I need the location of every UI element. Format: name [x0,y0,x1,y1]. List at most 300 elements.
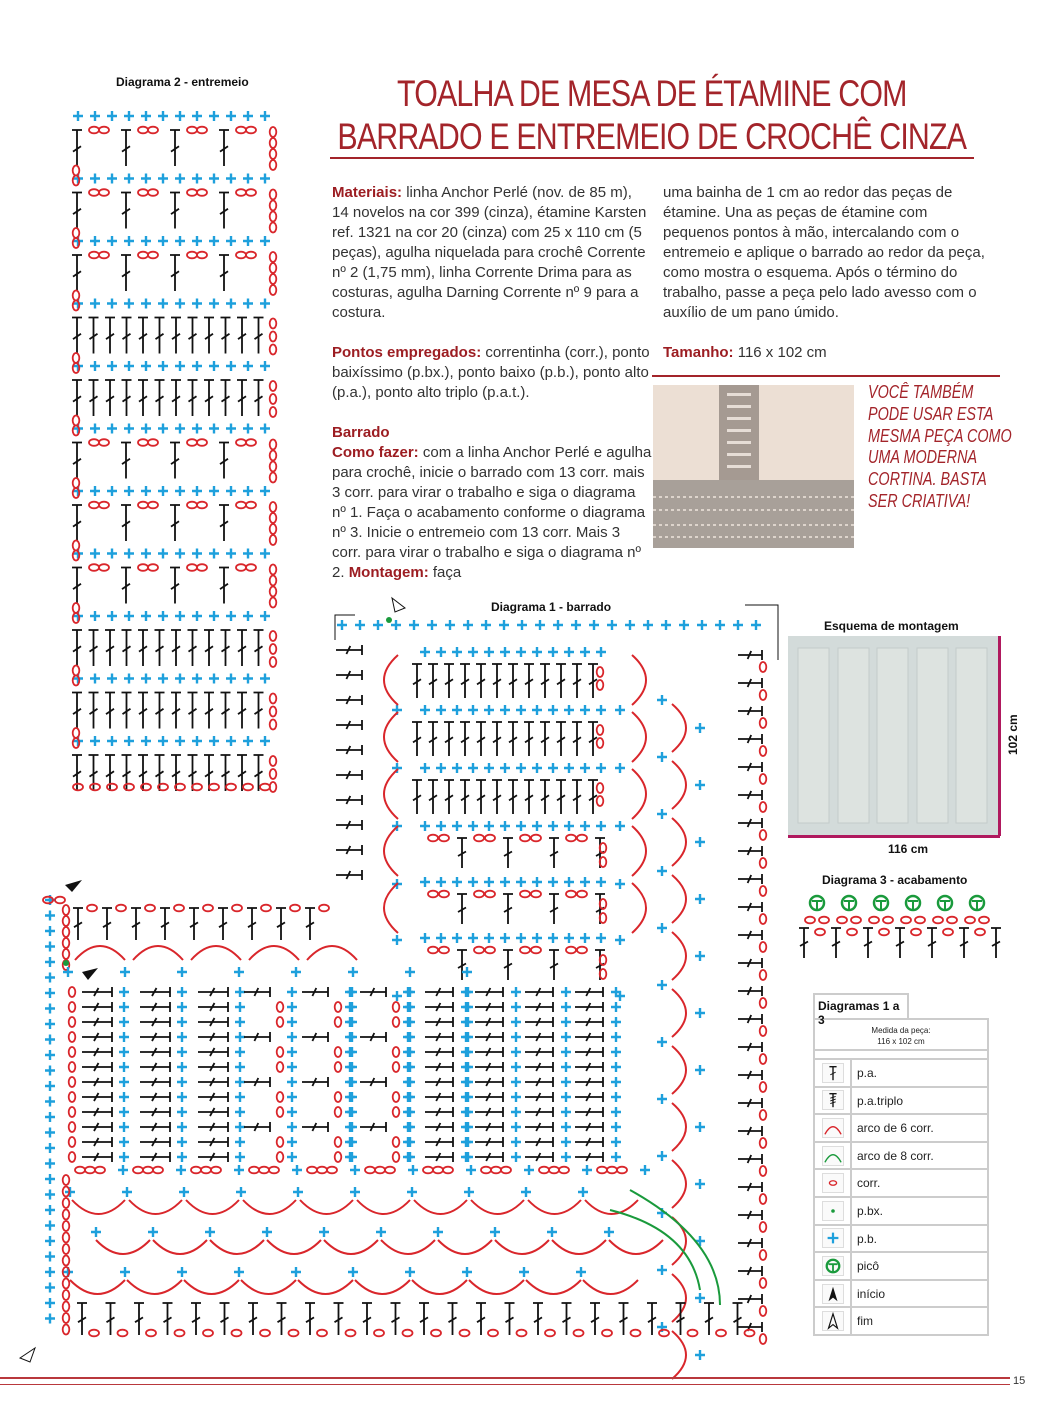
slip-stitch-mark [63,960,69,966]
chain-mark [277,1047,284,1057]
single-crochet-mark [580,705,590,715]
single-crochet-mark [519,1267,529,1277]
double-crochet-mark [302,1077,328,1087]
double-crochet-mark [191,1303,201,1335]
double-crochet-mark [198,1122,228,1132]
single-crochet-mark [141,361,151,371]
double-crochet-mark [140,1017,170,1027]
double-crochet-mark [588,780,598,814]
double-crochet-mark [198,1137,228,1147]
double-crochet-mark [138,630,148,666]
chain-mark [270,769,277,779]
single-crochet-mark [615,879,625,889]
chain-mark [138,439,148,446]
single-crochet-mark [345,1017,355,1027]
single-crochet-mark [107,736,117,746]
single-crochet-mark [611,1107,621,1117]
chain-mark [760,1166,767,1176]
chain-mark [760,1026,767,1036]
chain-mark [175,784,185,791]
single-crochet-mark [90,174,100,184]
chain-mark [73,301,80,311]
single-crochet-mark [287,1152,297,1162]
double-crochet-mark [134,1303,144,1335]
chain-mark [73,363,80,373]
chain-mark [270,149,277,159]
single-crochet-mark [511,1137,521,1147]
single-crochet-mark [532,705,542,715]
single-crochet-mark [405,987,415,997]
single-crochet-mark [511,1062,521,1072]
chain-mark [63,1256,70,1266]
legend-icon-cell [815,1281,852,1307]
single-crochet-mark [243,236,253,246]
double-crochet-mark [738,1238,762,1248]
double-crochet-mark [475,1107,503,1117]
single-crochet-mark [345,1107,355,1117]
double-crochet-mark [738,1294,762,1304]
single-crochet-mark [141,424,151,434]
chain-mark [243,784,253,791]
double-crochet-mark [131,908,141,940]
single-crochet-mark [405,1017,415,1027]
title-line-2: BARRADO E ENTREMEIO DE CROCHÊ CINZA [337,116,967,157]
single-crochet-mark [695,723,705,733]
single-crochet-mark [347,1107,357,1117]
single-crochet-mark [175,736,185,746]
single-crochet-mark [45,926,55,936]
chain-mark [760,914,767,924]
double-crochet-mark [72,255,82,291]
single-crochet-mark [484,763,494,773]
chain-mark [270,657,277,667]
double-crochet-mark [72,693,82,729]
double-crochet-mark [738,846,762,856]
chain-arc-mark [357,1200,410,1214]
chain-mark [148,564,158,571]
chain-mark [335,1107,342,1117]
single-crochet-mark [751,620,761,630]
single-crochet-mark [715,620,725,630]
chain-mark [138,502,148,509]
single-crochet-mark [511,1047,521,1057]
double-crochet-mark [525,1017,553,1027]
single-crochet-mark [141,549,151,559]
single-crochet-mark [580,933,590,943]
chain-arc-mark [672,1160,686,1208]
double-crochet-mark [738,1014,762,1024]
single-crochet-mark [234,1267,244,1277]
double-crochet-mark [524,722,534,756]
chain-mark [249,1167,259,1174]
single-crochet-mark [124,674,134,684]
single-crochet-mark [345,1032,355,1042]
single-crochet-mark [192,736,202,746]
double-crochet-mark [305,1303,315,1335]
single-crochet-mark [73,674,83,684]
single-crochet-mark [158,549,168,559]
single-crochet-mark [463,1077,473,1087]
double-crochet-mark [336,820,362,830]
double-crochet-mark [140,1107,170,1117]
single-crochet-mark [350,1165,360,1175]
double-crochet-mark [444,780,454,814]
chain-mark [760,690,767,700]
double-crochet-mark [170,193,180,229]
single-crochet-mark [615,991,625,1001]
single-crochet-mark [226,736,236,746]
single-crochet-mark [373,620,383,630]
double-crochet-mark [412,780,422,814]
chain-mark [187,189,197,196]
single-crochet-mark [209,674,219,684]
single-crochet-mark [45,1252,55,1262]
legend-icon-cell [815,1170,852,1196]
chain-mark [270,524,277,534]
chain-mark [290,905,300,912]
single-crochet-mark [347,1047,357,1057]
chain-mark [69,1047,76,1057]
assembly-scheme [788,636,998,836]
double-crochet-mark [140,1092,170,1102]
chain-mark [246,127,256,134]
single-crochet-mark [124,611,134,621]
single-crochet-mark [461,1152,471,1162]
double-crochet-mark [138,380,148,416]
single-crochet-mark [403,987,413,997]
chain-mark [89,564,99,571]
single-crochet-mark [177,1017,187,1027]
legend-icon-cell [815,1308,852,1334]
single-crochet-mark [177,1077,187,1087]
chain-arc-mark [307,946,357,960]
chain-mark [979,917,989,924]
single-crochet-mark [484,705,494,715]
chain-mark [63,1198,70,1208]
double-crochet-mark [82,1077,112,1087]
chain-mark [246,502,256,509]
chain-mark [95,1167,105,1174]
single-crochet-mark [177,1032,187,1042]
legend-label: início [857,1286,886,1301]
single-crochet-mark [192,174,202,184]
single-crochet-mark [209,174,219,184]
single-crochet-mark [403,1002,413,1012]
chain-mark [607,1167,617,1174]
double-crochet-mark [738,762,762,772]
single-crochet-mark [468,821,478,831]
single-crochet-mark [260,361,270,371]
double-crochet-mark [336,795,362,805]
double-crochet-mark [122,380,132,416]
double-crochet-mark [121,130,131,166]
chain-mark [89,502,99,509]
single-crochet-mark [243,111,253,121]
single-crochet-mark [234,1165,244,1175]
chain-mark [597,796,604,806]
single-crochet-mark [45,911,55,921]
single-crochet-mark [90,236,100,246]
single-crochet-mark [461,1122,471,1132]
double-crochet-mark [221,380,231,416]
single-crochet-mark [625,620,635,630]
single-crochet-mark [516,647,526,657]
single-crochet-mark [553,620,563,630]
double-crochet-mark [121,193,131,229]
chain-arc-mark [384,655,398,705]
single-crochet-mark [511,1017,521,1027]
single-crochet-mark [119,1077,129,1087]
legend-label: fim [857,1314,873,1329]
double-crochet-mark [425,1002,453,1012]
chain-mark [335,1047,342,1057]
chain-arc-mark [672,1274,686,1322]
chain-mark [99,127,109,134]
double-crochet-mark [525,1032,553,1042]
double-crochet-mark [738,1210,762,1220]
chain-arc-mark [324,1240,378,1254]
single-crochet-mark [403,1062,413,1072]
single-crochet-mark [177,1137,187,1147]
double-crochet-mark [503,950,513,980]
single-crochet-mark [141,736,151,746]
single-crochet-mark [175,549,185,559]
single-crochet-mark [657,1265,667,1275]
single-crochet-mark [287,1122,297,1132]
chain-mark [73,541,80,551]
single-crochet-mark [90,549,100,559]
double-crochet-mark [121,568,131,604]
single-crochet-mark [407,1187,417,1197]
single-crochet-mark [348,967,358,977]
double-crochet-mark [460,780,470,814]
chain-mark [69,1077,76,1087]
double-crochet-mark [525,1047,553,1057]
single-crochet-mark [345,1137,355,1147]
single-crochet-mark [561,1002,571,1012]
double-crochet-mark [524,664,534,698]
chain-mark [63,1290,70,1300]
double-crochet-mark [475,1077,503,1087]
chain-mark [187,127,197,134]
single-crochet-mark [175,361,185,371]
single-crochet-mark [580,763,590,773]
legend-row [813,1253,989,1281]
single-crochet-mark [611,1137,621,1147]
single-crochet-mark [107,674,117,684]
how-to-label: Como fazer: [332,444,419,461]
single-crochet-mark [596,705,606,715]
chain-mark [197,439,207,446]
legend-label: corr. [857,1176,881,1191]
chain-mark [187,439,197,446]
single-crochet-mark [120,967,130,977]
double-crochet-mark [556,664,566,698]
chain-mark [760,1222,767,1232]
picot-mark [972,901,982,909]
double-crochet-mark [336,720,362,730]
double-crochet-mark [457,894,467,924]
double-crochet-mark [588,664,598,698]
chain-mark [374,1330,384,1337]
chain-mark [760,802,767,812]
chain-mark [75,1167,85,1174]
chain-mark [73,176,80,186]
single-crochet-mark [420,877,430,887]
single-crochet-mark [420,763,430,773]
double-crochet-mark [204,630,214,666]
single-crochet-mark [657,1037,667,1047]
double-crochet-mark [476,722,486,756]
double-crochet-mark [105,630,115,666]
chain-mark [148,127,158,134]
single-crochet-mark [45,942,55,952]
double-crochet-mark [140,1002,170,1012]
single-crochet-mark [90,111,100,121]
single-crochet-mark [516,933,526,943]
size-label: Tamanho: [663,344,734,361]
chain-mark [439,947,449,954]
chain-mark [69,1107,76,1117]
chain-arc-mark [672,1046,686,1094]
double-crochet-mark [336,695,362,705]
chain-mark [439,891,449,898]
double-crochet-mark [863,928,873,958]
single-crochet-mark [463,1107,473,1117]
chain-mark [43,897,53,904]
chain-mark [760,1138,767,1148]
chain-mark [481,1167,491,1174]
single-crochet-mark [73,424,83,434]
single-crochet-mark [119,1092,129,1102]
single-crochet-mark [461,1137,471,1147]
single-crochet-mark [235,1002,245,1012]
double-crochet-mark [505,1303,515,1335]
chain-mark [307,1167,317,1174]
single-crochet-mark [468,763,478,773]
single-crochet-mark [461,1017,471,1027]
single-crochet-mark [695,951,705,961]
direction-arrow [745,605,778,660]
chain-mark [89,127,99,134]
barrado-paragraph [332,423,652,583]
single-crochet-mark [516,705,526,715]
single-crochet-mark [403,1077,413,1087]
double-crochet-mark [412,664,422,698]
single-crochet-mark [235,1122,245,1132]
chain-arc-mark [191,946,241,960]
chain-mark [335,1002,342,1012]
double-crochet-mark [391,1303,401,1335]
chain-mark [270,576,277,586]
chain-mark [501,1167,511,1174]
chain-mark [146,1330,156,1337]
single-crochet-mark [611,1002,621,1012]
chain-mark [89,439,99,446]
double-crochet-mark [425,1062,453,1072]
single-crochet-mark [291,1267,301,1277]
double-crochet-mark [575,1107,603,1117]
single-crochet-mark [124,486,134,496]
single-crochet-mark [640,1165,650,1175]
double-crochet-mark [77,1303,87,1335]
single-crochet-mark [107,361,117,371]
chain-mark [203,905,213,912]
double-crochet-mark [72,318,82,354]
chain-mark [270,756,277,766]
chain-mark [901,917,911,924]
single-crochet-mark [177,987,187,997]
chain-mark [688,1330,698,1337]
double-crochet-mark [72,630,82,666]
single-crochet-mark [392,705,402,715]
legend-table [813,993,989,1336]
end-icon [822,1311,844,1331]
chain-mark [531,947,541,954]
double-crochet-mark [575,1062,603,1072]
size-text: 116 x 102 cm [733,344,827,361]
single-crochet-mark [120,1267,130,1277]
single-crochet-mark [124,236,134,246]
chain-mark [597,725,604,735]
chain-mark [485,835,495,842]
single-crochet-mark [392,821,402,831]
double-crochet-mark [590,1303,600,1335]
single-crochet-mark [657,923,667,933]
single-crochet-mark [287,1017,297,1027]
single-crochet-mark [226,299,236,309]
instructions-column-left [332,183,652,583]
single-crochet-mark [436,705,446,715]
double-crochet-mark [221,693,231,729]
chain-arc-mark [241,1280,296,1294]
double-crochet-mark [799,928,809,958]
single-crochet-mark [175,236,185,246]
single-crochet-mark [209,549,219,559]
chain-mark [73,353,80,363]
chain-mark [63,1279,70,1289]
chain-mark [760,1334,767,1344]
chain-mark [270,720,277,730]
double-crochet-mark [475,1062,503,1072]
chain-mark [211,1167,221,1174]
single-crochet-mark [657,1208,667,1218]
chain-mark [187,252,197,259]
double-crochet-mark [334,1303,344,1335]
double-crochet-mark [460,664,470,698]
title-divider [330,157,974,159]
single-crochet-mark [347,1017,357,1027]
single-crochet-mark [345,1062,355,1072]
double-crochet-mark [475,1152,503,1162]
chain-mark [577,947,587,954]
single-crochet-mark [576,1267,586,1277]
single-crochet-mark [192,361,202,371]
double-crochet-mark [188,318,198,354]
double-crochet-mark [336,870,362,880]
chain-mark [270,694,277,704]
double-crochet-mark [575,1122,603,1132]
single-crochet-mark [158,236,168,246]
single-crochet-mark [226,549,236,559]
legend-label: p.a. [857,1066,878,1080]
chain-mark [760,1194,767,1204]
chain-mark [716,1330,726,1337]
single-crochet-mark [192,549,202,559]
chain-mark [439,835,449,842]
picot-mark [810,896,824,910]
single-crochet-mark [235,1107,245,1117]
